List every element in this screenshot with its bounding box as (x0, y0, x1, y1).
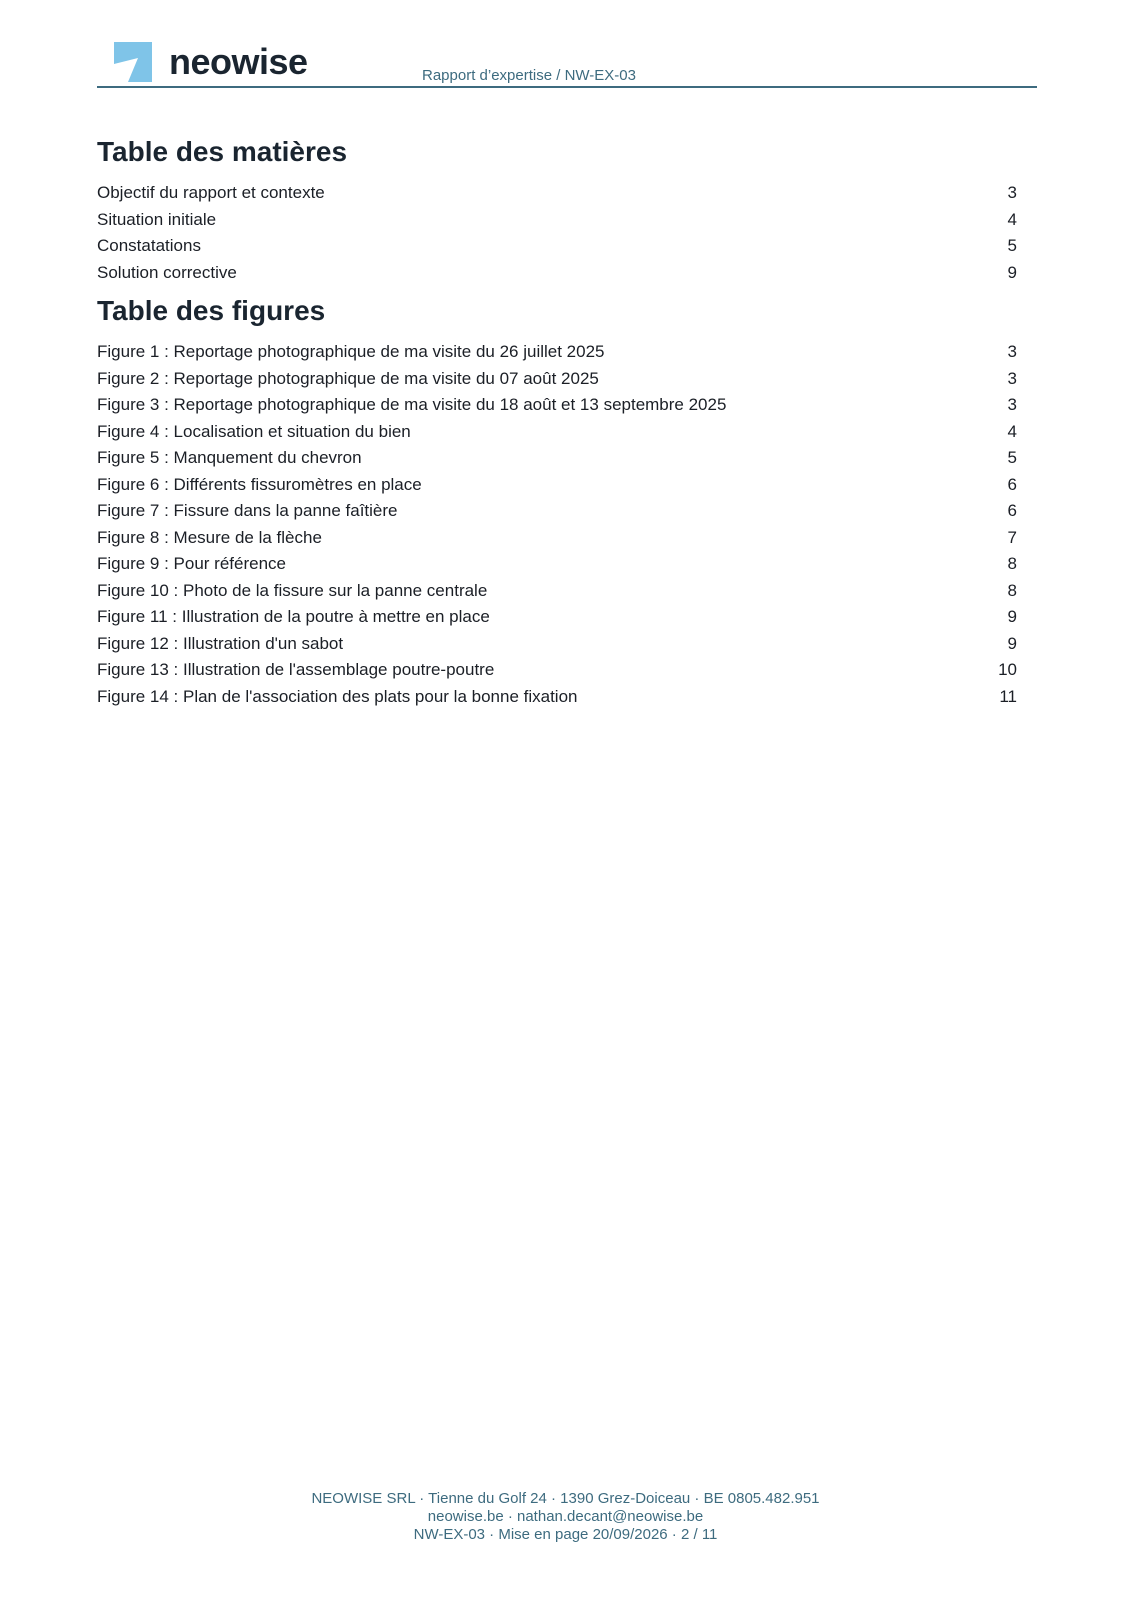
figure-entry-label: Figure 6 : Différents fissuromètres en place (97, 474, 422, 494)
toc-list (97, 180, 1017, 286)
figure-entry-page: 7 (1007, 527, 1017, 547)
logo-text: neowise (169, 41, 308, 82)
figure-entry-page: 9 (1007, 607, 1017, 626)
figure-entry-label: Figure 11 : Illustration de la poutre à mettre en place (97, 607, 490, 626)
figure-entry[interactable] (97, 551, 1017, 578)
toc-entry-label: Situation initiale (97, 209, 217, 229)
toc-entry-page: 4 (1007, 209, 1017, 229)
toc-entry[interactable] (97, 233, 1017, 260)
figure-entry-label: Figure 2 : Reportage photographique de ma visite du 07 août 2025 (97, 368, 599, 388)
figure-entry-label: Figure 5 : Manquement du chevron (97, 448, 362, 467)
figures-list (97, 339, 1017, 710)
toc-entry-page: 9 (1007, 262, 1017, 282)
figure-entry-label: Figure 7 : Fissure dans la panne faîtière (97, 501, 398, 520)
figure-entry-page: 3 (1007, 368, 1017, 388)
figure-entry[interactable] (97, 392, 1017, 419)
figure-entry[interactable] (97, 339, 1017, 366)
figure-entry-label: Figure 9 : Pour référence (97, 554, 286, 573)
figure-entry-label: Figure 1 : Reportage photographique de ma visite du 26 juillet 2025 (97, 342, 605, 361)
figure-entry[interactable] (97, 631, 1017, 658)
toc-entry-label: Constatations (97, 236, 201, 255)
page-footer (0, 1490, 1131, 1544)
figure-entry[interactable] (97, 366, 1017, 393)
toc-entry-page: 3 (1007, 183, 1017, 202)
toc-entry-label: Solution corrective (97, 262, 237, 282)
figure-entry[interactable] (97, 604, 1017, 631)
figure-entry-label: Figure 14 : Plan de l'association des plats pour la bonne fixation (97, 686, 578, 706)
figure-entry-label: Figure 4 : Localisation et situation du bien (97, 421, 411, 441)
figure-entry[interactable] (97, 578, 1017, 605)
figure-entry-page: 3 (1007, 395, 1017, 414)
figure-entry-label: Figure 10 : Photo de la fissure sur la panne centrale (97, 580, 488, 600)
footer-page-line: NW-EX-03 · Mise en page 20/09/2026 · 2 / 11 (413, 1526, 718, 1543)
figure-entry[interactable] (97, 419, 1017, 446)
toc-entry-page: 5 (1007, 236, 1017, 255)
figure-entry-page: 9 (1007, 633, 1017, 653)
figure-entry-page: 4 (1007, 421, 1017, 441)
figure-entry[interactable] (97, 657, 1017, 684)
figures-title: Table des figures (97, 295, 326, 326)
page-header (97, 40, 1037, 88)
footer-contact-line: neowise.be · nathan.decant@neowise.be (427, 1508, 704, 1525)
figure-entry-page: 6 (1007, 501, 1017, 520)
footer-company-line: NEOWISE SRL · Tienne du Golf 24 · 1390 Grez-Doiceau · BE 0805.482.951 (311, 1490, 820, 1507)
figure-entry[interactable] (97, 472, 1017, 499)
figure-entry[interactable] (97, 525, 1017, 552)
toc-entry[interactable] (97, 180, 1017, 207)
figure-entry-page: 6 (1007, 474, 1017, 494)
figure-entry-page: 8 (1007, 580, 1017, 600)
figure-entry[interactable] (97, 445, 1017, 472)
figure-entry-page: 11 (999, 686, 1017, 706)
toc-title: Table des matières (97, 136, 348, 167)
figure-entry-label: Figure 8 : Mesure de la flèche (97, 527, 322, 547)
figure-entry-page: 5 (1007, 448, 1017, 467)
toc-entry-label: Objectif du rapport et contexte (97, 183, 325, 202)
figure-entry-page: 3 (1007, 342, 1017, 361)
figure-entry-label: Figure 12 : Illustration d'un sabot (97, 633, 344, 653)
figure-entry-label: Figure 3 : Reportage photographique de ma visite du 18 août et 13 septembre 2025 (97, 395, 727, 414)
logo-icon (114, 42, 152, 82)
figure-entry-page: 8 (1007, 554, 1017, 573)
document-reference: Rapport d’expertise / NW-EX-03 (422, 67, 636, 84)
toc-entry[interactable] (97, 260, 1017, 287)
figure-entry[interactable] (97, 498, 1017, 525)
figure-entry[interactable] (97, 684, 1017, 711)
figure-entry-label: Figure 13 : Illustration de l'assemblage poutre-poutre (97, 660, 495, 679)
toc-entry[interactable] (97, 207, 1017, 234)
company-logo (114, 42, 308, 82)
figure-entry-page: 10 (998, 660, 1017, 679)
